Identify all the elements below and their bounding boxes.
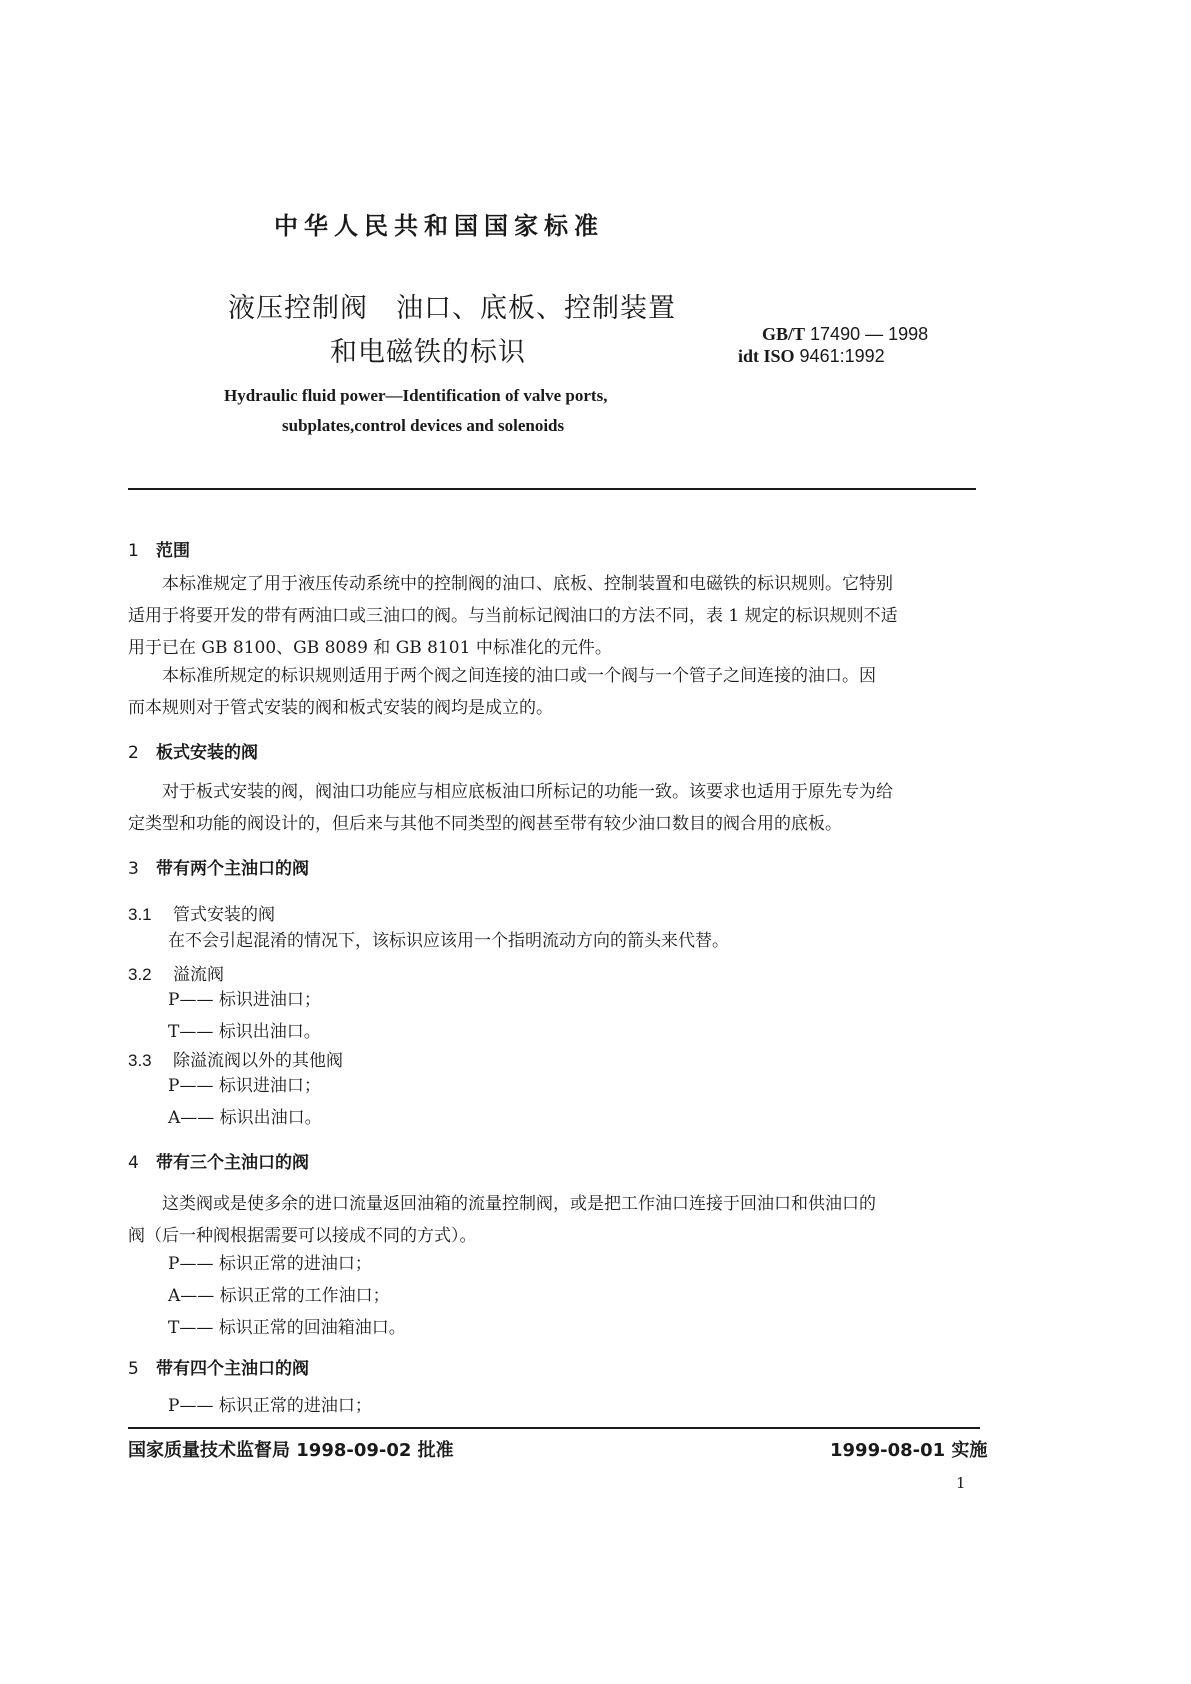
list-item: T—— 标识出油口。 <box>168 1022 321 1042</box>
para-line: 定类型和功能的阀设计的，但后来与其他不同类型的阀甚至带有较少油口数目的阀合用的底板。 <box>128 814 842 834</box>
list-item: A—— 标识出油口。 <box>168 1108 322 1128</box>
para-line: 适用于将要开发的带有两油口或三油口的阀。与当前标记阀油口的方法不同，表 1 规定的标识规则不适 <box>128 606 898 626</box>
section-1-number: 1 <box>128 541 139 561</box>
list-item: P—— 标识进油口； <box>168 990 321 1010</box>
para-line: 这类阀或是使多余的进口流量返回油箱的流量控制阀，或是把工作油口连接于回油口和供油口的 <box>162 1194 876 1214</box>
subsection-3-1-text: 在不会引起混淆的情况下，该标识应该用一个指明流动方向的箭头来代替。 <box>168 931 729 951</box>
para-line: 对于板式安装的阀，阀油口功能应与相应底板油口所标记的功能一致。该要求也适用于原先专为给 <box>162 782 893 802</box>
section-4-title: 带有三个主油口的阀 <box>156 1153 309 1173</box>
section-1-para-2 <box>128 660 876 724</box>
section-2-heading <box>128 738 258 763</box>
para-line: 本标准所规定的标识规则适用于两个阀之间连接的油口或一个阀与一个管子之间连接的油口。因 <box>162 666 876 686</box>
section-4-heading <box>128 1148 309 1173</box>
subsection-3-1-title: 管式安装的阀 <box>173 905 275 925</box>
subsection-3-3-number: 3.3 <box>128 1051 152 1070</box>
title-en-line2: subplates,control devices and solenoids <box>282 416 565 435</box>
iso-code <box>738 346 885 367</box>
code-iso-number: 9461:1992 <box>799 346 885 366</box>
section-5-list <box>168 1390 372 1422</box>
section-1-heading <box>128 536 190 561</box>
subsection-3-3-list <box>168 1070 322 1134</box>
section-2-para-1 <box>128 776 893 840</box>
section-5-heading <box>128 1354 309 1379</box>
section-2-title: 板式安装的阀 <box>156 743 258 763</box>
para-line: 阀（后一种阀根据需要可以接成不同的方式）。 <box>128 1226 477 1246</box>
list-item: T—— 标识正常的回油箱油口。 <box>168 1318 406 1338</box>
para-line: 而本规则对于管式安装的阀和板式安装的阀均是成立的。 <box>128 698 553 718</box>
section-4-list <box>168 1248 406 1344</box>
page-number: 1 <box>956 1474 966 1492</box>
national-standard-title: 中华人民共和国国家标准 <box>274 212 604 240</box>
section-4-para-1 <box>128 1188 876 1252</box>
code-idt-label: idt ISO <box>738 346 795 366</box>
list-item: A—— 标识正常的工作油口； <box>168 1286 390 1306</box>
section-4-number: 4 <box>128 1153 139 1173</box>
title-cn-line2: 和电磁铁的标识 <box>330 337 526 368</box>
subsection-3-3-title: 除溢流阀以外的其他阀 <box>173 1051 343 1071</box>
title-cn-line1: 液压控制阀 油口、底板、控制装置 <box>228 293 676 324</box>
header-divider <box>128 488 976 490</box>
subsection-3-2-list <box>168 984 321 1048</box>
section-3-number: 3 <box>128 859 139 879</box>
subsection-3-1-heading <box>128 900 275 925</box>
list-item: P—— 标识进油口； <box>168 1076 321 1096</box>
subsection-3-2-number: 3.2 <box>128 965 152 984</box>
effective-date: 1999-08-01 实施 <box>830 1440 988 1461</box>
subsection-3-1-number: 3.1 <box>128 905 152 924</box>
section-3-heading <box>128 854 309 879</box>
section-1-para-1 <box>128 568 898 664</box>
subsection-3-2-title: 溢流阀 <box>173 965 224 985</box>
subsection-3-3-heading <box>128 1046 343 1071</box>
section-3-title: 带有两个主油口的阀 <box>156 859 309 879</box>
code-gb-number: 17490 — 1998 <box>810 324 929 344</box>
standard-code <box>762 324 928 345</box>
approval-date: 国家质量技术监督局 1998-09-02 批准 <box>128 1440 454 1461</box>
code-gb-label: GB/T <box>762 324 806 344</box>
section-5-title: 带有四个主油口的阀 <box>156 1359 309 1379</box>
title-en-line1: Hydraulic fluid power—Identification of valve ports, <box>224 386 608 405</box>
para-line: 用于已在 GB 8100、GB 8089 和 GB 8101 中标准化的元件。 <box>128 638 612 658</box>
section-1-title: 范围 <box>156 541 190 561</box>
footer-divider <box>128 1427 980 1429</box>
section-2-number: 2 <box>128 743 139 763</box>
section-5-number: 5 <box>128 1359 139 1379</box>
subsection-3-2-heading <box>128 960 224 985</box>
list-item: P—— 标识正常的进油口； <box>168 1396 372 1416</box>
list-item: P—— 标识正常的进油口； <box>168 1254 372 1274</box>
para-line: 本标准规定了用于液压传动系统中的控制阀的油口、底板、控制装置和电磁铁的标识规则。它特别 <box>162 574 893 594</box>
